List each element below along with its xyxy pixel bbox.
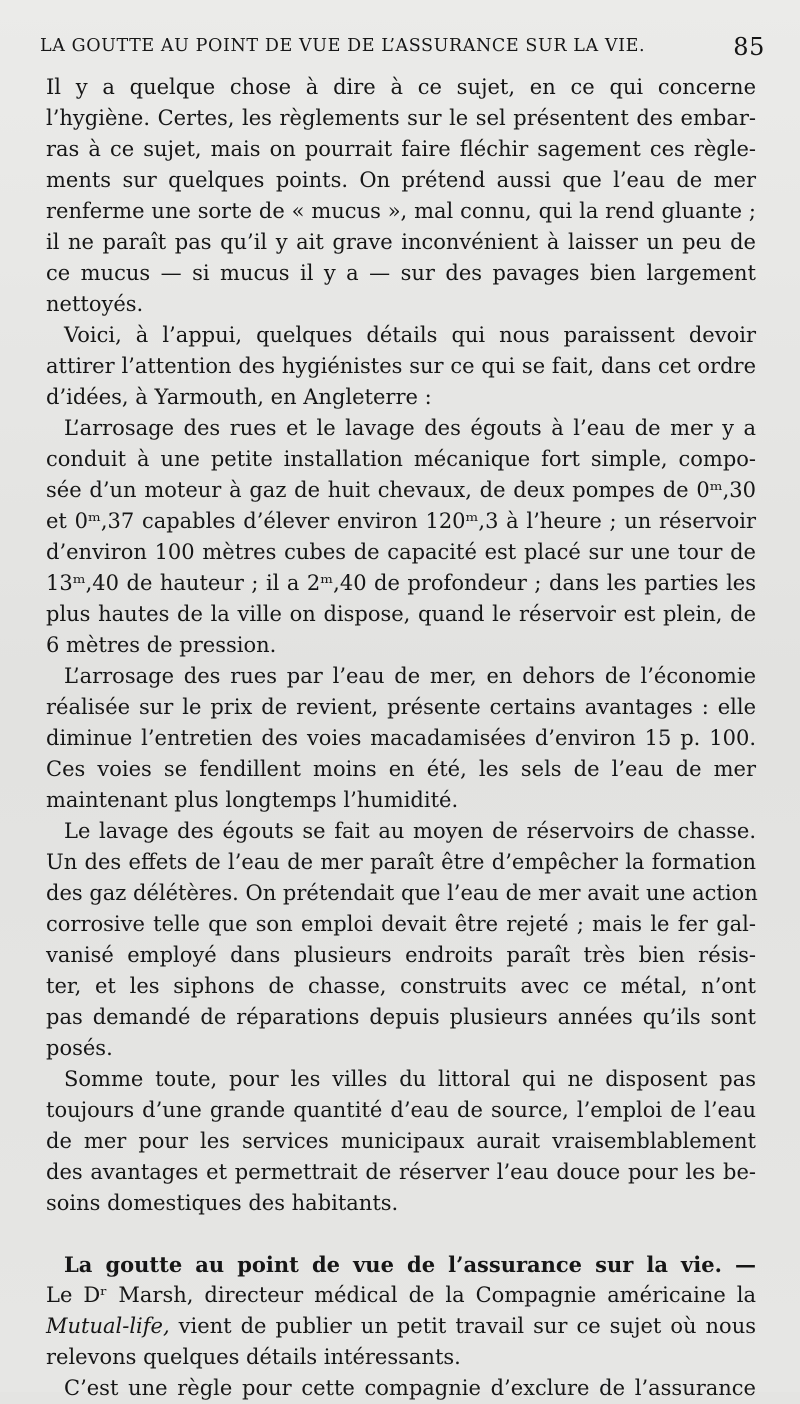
text-line: plus hautes de la ville on dispose, quand le réservoir est plein, de (46, 602, 756, 626)
text-line: soins domestiques des habitants. (46, 1191, 399, 1215)
text-line: posés. (46, 1036, 113, 1060)
section-gap (46, 1219, 756, 1249)
text-line: des avantages et permettrait de réserver l’eau douce pour les be- (46, 1160, 756, 1184)
text-line: L’arrosage des rues et le lavage des égouts à l’eau de mer y a (64, 416, 756, 440)
text-line: il ne paraît pas qu’il y ait grave inconvénient à laisser un peu de (46, 230, 756, 254)
text-line: Voici, à l’appui, quelques détails qui nous paraissent devoir (64, 323, 756, 347)
text-line-rest: vient de publier un petit travail sur ce sujet où nous (169, 1314, 756, 1338)
text-line: renferme une sorte de « mucus », mal connu, qui la rend gluante ; (46, 199, 756, 223)
text-line (46, 1311, 756, 1342)
text-line: Il y a quelque chose à dire à ce sujet, en ce qui concerne (46, 75, 756, 99)
body-text (46, 72, 756, 1404)
company-name: Mutual-life, (46, 1314, 170, 1338)
text-line: C’est une règle pour cette compagnie d’exclure de l’assurance (64, 1376, 756, 1400)
text-line: L’arrosage des rues par l’eau de mer, en dehors de l’économie (64, 664, 756, 688)
text-line: sée d’un moteur à gaz de huit chevaux, de deux pompes de 0ᵐ,30 (46, 478, 756, 502)
text-line: ments sur quelques points. On prétend aussi que l’eau de mer (46, 168, 756, 192)
running-header (40, 33, 765, 64)
text-line: relevons quelques détails intéressants. (46, 1345, 461, 1369)
text-line: d’environ 100 mètres cubes de capacité est placé sur une tour de (46, 540, 756, 564)
section-heading: La goutte au point de vue de l’assurance sur la vie. — (64, 1252, 756, 1277)
text-line: Le Dʳ Marsh, directeur médical de la Compagnie américaine la (46, 1283, 756, 1307)
text-line: l’hygiène. Certes, les règlements sur le sel présentent des embar- (46, 106, 756, 130)
text-line: d’idées, à Yarmouth, en Angleterre : (46, 385, 432, 409)
text-line: Un des effets de l’eau de mer paraît être d’empêcher la formation (46, 850, 756, 874)
text-line: nettoyés. (46, 292, 144, 316)
text-line: Ces voies se fendillent moins en été, les sels de l’eau de mer (46, 757, 756, 781)
text-line: 13ᵐ,40 de hauteur ; il a 2ᵐ,40 de profondeur ; dans les parties les (46, 571, 756, 595)
text-line: Le lavage des égouts se fait au moyen de réservoirs de chasse. (64, 819, 756, 843)
text-line: Somme toute, pour les villes du littoral qui ne disposent pas (64, 1067, 756, 1091)
text-line: 6 mètres de pression. (46, 633, 277, 657)
text-line: vanisé employé dans plusieurs endroits paraît très bien résis- (46, 943, 756, 967)
running-title: LA GOUTTE AU POINT DE VUE DE L’ASSURANCE SUR LA VIE. (40, 36, 646, 56)
text-line: de mer pour les services municipaux aurait vraisemblablement (46, 1129, 756, 1153)
text-line: corrosive telle que son emploi devait être rejeté ; mais le fer gal- (46, 912, 756, 936)
text-line: attirer l’attention des hygiénistes sur ce qui se fait, dans cet ordre (46, 354, 756, 378)
text-line: ter, et les siphons de chasse, construits avec ce métal, n’ont (46, 974, 756, 998)
text-line: des gaz délétères. On prétendait que l’eau de mer avait une action (46, 881, 758, 905)
page-number: 85 (733, 33, 765, 61)
text-line: diminue l’entretien des voies macadamisées d’environ 15 p. 100. (46, 726, 756, 750)
text-line: maintenant plus longtemps l’humidité. (46, 788, 459, 812)
text-line: réalisée sur le prix de revient, présente certains avantages : elle (46, 695, 756, 719)
text-line: ce mucus — si mucus il y a — sur des pavages bien largement (46, 261, 756, 285)
text-line: toujours d’une grande quantité d’eau de source, l’emploi de l’eau (46, 1098, 756, 1122)
text-line: pas demandé de réparations depuis plusieurs années qu’ils sont (46, 1005, 756, 1029)
text-line: et 0ᵐ,37 capables d’élever environ 120ᵐ,3 à l’heure ; un réservoir (46, 509, 756, 533)
text-line: conduit à une petite installation mécanique fort simple, compo- (46, 447, 756, 471)
text-line: ras à ce sujet, mais on pourrait faire fléchir sagement ces règle- (46, 137, 756, 161)
